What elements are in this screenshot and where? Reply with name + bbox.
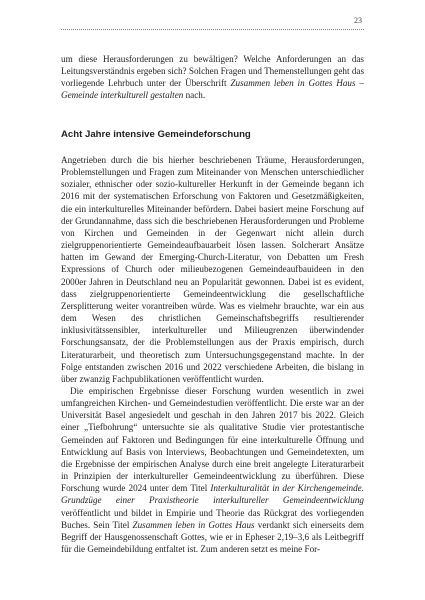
intro-paragraph xyxy=(61,53,364,102)
paragraph-2-text-cont: veröffentlicht und bildet in Empirie und Theorie das Rückgrat des vorliegenden Buches. Sein Titel xyxy=(61,507,364,530)
header-dotted-rule xyxy=(61,29,364,30)
section-body xyxy=(61,154,364,555)
intro-text: um diese Herausforderungen zu bewältigen? Welche Anforderungen an das Leitungsverständnis ergeben sich? Solchen Fragen und Themenstellungen geht das vorliegende Lehrbuch unter der Überschrift xyxy=(61,54,364,89)
paragraph-2-text-end: verdankt sich einerseits dem Begriff der Hausgenossenschaft Gottes, wie er in Epheser 2,19–3,6 als Leitbegriff für die Gemeindebildung entfaltet ist. Zum anderen setzt es meine For- xyxy=(61,519,364,554)
book-title-short: Zusammen leben in Gottes Haus xyxy=(132,519,255,530)
paragraph-1: Angetrieben durch die bis hierher beschriebenen Träume, Herausforderungen, Problemstellungen und Fragen zum Miteinander von Menschen unterschiedlicher sozialer, ethnischer oder sozio-kultureller Herkunft in der Gemeinde begann ich 2016 mit der systematischen Erforschung von Faktoren und Gesetzmäßigkeiten, die ein interkulturelles Miteinander befördern. Dabei basiert meine Forschung auf der Grundannahme, dass sich die beschriebenen Herausforderungen und Probleme von Kirchen und Gemeinden in der Gegenwart nicht allein durch zielgruppenorientierte Gemeindeaufbauarbeit lösen lassen. Solcherart Ansätze hatten im Gewand der Emerging-Church-Literatur, von Debatten um Fresh Expressions of Church oder milieubezogenen Gemeindeaufbauideen in den 2000er Jahren in Deutschland neu an Popularität gewonnen. Dabei ist es evident, dass zielgruppenorientierte Gemeindeentwicklung die gesellschaftliche Zersplitterung weiter vorantreiben würde. Was es vielmehr brauchte, war ein aus dem Wesen des christlichen Gemeinschaftsbegriffs resultierender inklusivitätssensibler, interkultureller und Milieugrenzen überwindender Forschungsansatz, der die Problemstellungen aus der Praxis empirisch, durch Literaturarbeit, und theoretisch zum Untersuchungsgegenstand machte. In der Folge entstanden zwischen 2016 und 2022 verschiedene Arbeiten, die bislang in über zwanzig Fachpublikationen veröffentlicht wurden. xyxy=(61,155,364,384)
paragraph-2 xyxy=(61,385,364,555)
page-number: 23 xyxy=(354,16,362,25)
publication-title: Interkulturalität in der Kirchengemeinde. Grundzüge einer Praxistheorie interkultureller Gemeindeentwicklung xyxy=(61,483,364,506)
paragraph-2-text: Die empirischen Ergebnisse dieser Forschung wurden wesentlich in zwei umfangreichen Kirchen- und Gemeindestudien veröffentlicht. Die erste war an der Universität Basel angesiedelt und geschah in den Jahren 2017 bis 2022. Gleich einer „Tiefbohrung“ untersuchte sie als qualitative Studie vier protestantische Gemeinden auf Faktoren und Bedingungen für eine interkulturelle Öffnung und Entwicklung auf Basis von Interviews, Beobachtungen und Gemeindetexten, um die Ergebnisse der empirischen Analyse durch eine breit angelegte Literaturarbeit in Prinzipien der interkultureller Gemeindeentwicklung zu überführen. Diese Forschung wurde 2024 unter dem Titel xyxy=(61,385,364,494)
section-heading: Acht Jahre intensive Gemeindeforschung xyxy=(61,129,251,140)
book-title: Zusammen leben in Gottes Haus – Gemeinde interkulturell gestalten xyxy=(61,78,364,101)
intro-text-end: nach. xyxy=(183,90,206,101)
